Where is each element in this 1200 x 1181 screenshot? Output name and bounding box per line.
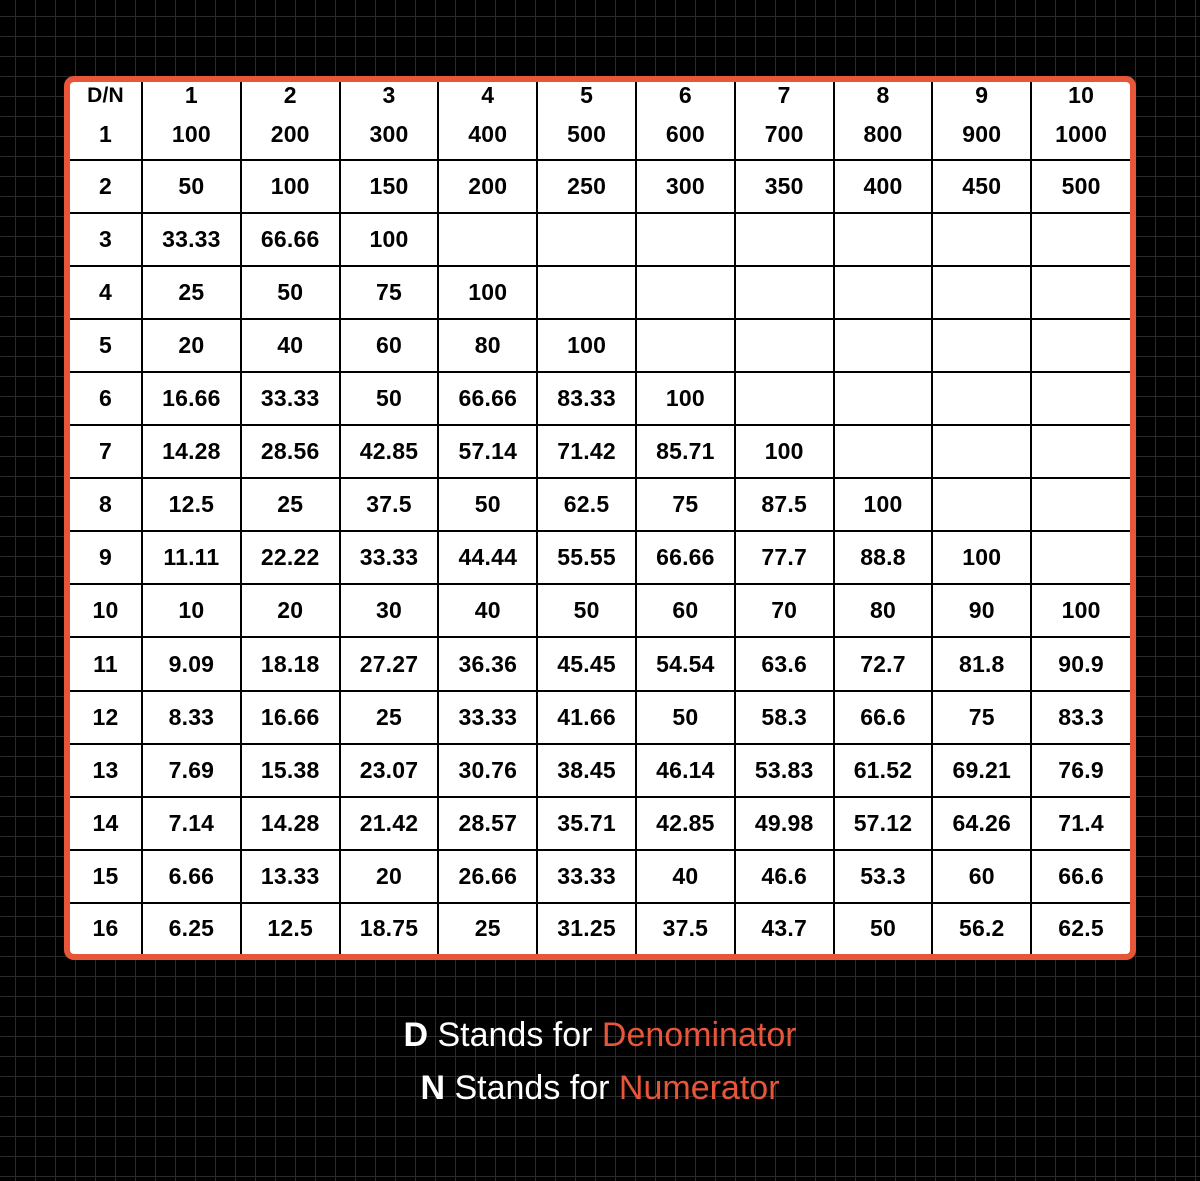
- table-cell: 10: [142, 584, 241, 637]
- table-row: [70, 109, 1130, 160]
- table-cell: 30.76: [438, 744, 537, 797]
- table-row: [70, 744, 1130, 797]
- table-cell: 56.2: [932, 903, 1031, 954]
- table-cell: 300: [340, 109, 439, 160]
- table-cell: 27.27: [340, 637, 439, 690]
- table-cell: 16.66: [241, 691, 340, 744]
- table-cell: [932, 372, 1031, 425]
- table-cell: 37.5: [636, 903, 735, 954]
- table-cell: 64.26: [932, 797, 1031, 850]
- table-cell: 100: [241, 160, 340, 213]
- table-cell: 500: [1031, 160, 1130, 213]
- table-cell: [735, 319, 834, 372]
- legend-numerator: [0, 1069, 1200, 1108]
- table-cell: 12.5: [142, 478, 241, 531]
- table-cell: 33.33: [142, 213, 241, 266]
- column-header: 7: [735, 82, 834, 109]
- table-cell: 11.11: [142, 531, 241, 584]
- table-cell: 61.52: [834, 744, 933, 797]
- table-cell: 25: [142, 266, 241, 319]
- table-cell: [1031, 478, 1130, 531]
- table-cell: 53.83: [735, 744, 834, 797]
- row-header: 5: [70, 319, 142, 372]
- column-header: 1: [142, 82, 241, 109]
- legend-text-d: Stands for: [428, 1016, 602, 1054]
- table-cell: 71.42: [537, 425, 636, 478]
- column-header: 4: [438, 82, 537, 109]
- table-cell: [834, 266, 933, 319]
- table-cell: 23.07: [340, 744, 439, 797]
- table-body: [70, 109, 1130, 954]
- header-row: [70, 82, 1130, 109]
- table-cell: 85.71: [636, 425, 735, 478]
- row-header: 1: [70, 109, 142, 160]
- table-cell: 40: [241, 319, 340, 372]
- table-cell: 100: [932, 531, 1031, 584]
- table-cell: [932, 425, 1031, 478]
- table-cell: 66.6: [1031, 850, 1130, 903]
- legend-text-n: Stands for: [445, 1069, 619, 1107]
- table-cell: 25: [438, 903, 537, 954]
- table-cell: 900: [932, 109, 1031, 160]
- table-cell: 90.9: [1031, 637, 1130, 690]
- table-cell: 100: [1031, 584, 1130, 637]
- table-row: [70, 425, 1130, 478]
- row-header: 16: [70, 903, 142, 954]
- table-cell: 69.21: [932, 744, 1031, 797]
- table-cell: 600: [636, 109, 735, 160]
- table-cell: 70: [735, 584, 834, 637]
- table-cell: 700: [735, 109, 834, 160]
- table-cell: 13.33: [241, 850, 340, 903]
- table-row: [70, 531, 1130, 584]
- table-cell: 43.7: [735, 903, 834, 954]
- table-cell: 50: [438, 478, 537, 531]
- table-cell: 33.33: [241, 372, 340, 425]
- column-header: 2: [241, 82, 340, 109]
- table-cell: 400: [438, 109, 537, 160]
- legend-term-denominator: Denominator: [601, 1016, 797, 1054]
- table-cell: 77.7: [735, 531, 834, 584]
- table-cell: 80: [834, 584, 933, 637]
- table-cell: 100: [636, 372, 735, 425]
- table-cell: 50: [340, 372, 439, 425]
- table-cell: 450: [932, 160, 1031, 213]
- table-container: [70, 82, 1130, 954]
- table-cell: 33.33: [537, 850, 636, 903]
- row-header: 6: [70, 372, 142, 425]
- table-cell: 38.45: [537, 744, 636, 797]
- table-cell: [537, 213, 636, 266]
- table-cell: 42.85: [340, 425, 439, 478]
- table-cell: 41.66: [537, 691, 636, 744]
- table-cell: 75: [932, 691, 1031, 744]
- table-cell: 81.8: [932, 637, 1031, 690]
- table-cell: 16.66: [142, 372, 241, 425]
- table-cell: 66.66: [241, 213, 340, 266]
- table-row: [70, 850, 1130, 903]
- column-header: 6: [636, 82, 735, 109]
- table-cell: [636, 319, 735, 372]
- table-cell: 25: [340, 691, 439, 744]
- table-cell: 9.09: [142, 637, 241, 690]
- table-cell: 28.57: [438, 797, 537, 850]
- table-cell: 35.71: [537, 797, 636, 850]
- table-cell: [834, 372, 933, 425]
- column-header: 8: [834, 82, 933, 109]
- table-cell: 300: [636, 160, 735, 213]
- table-cell: [1031, 372, 1130, 425]
- table-cell: 72.7: [834, 637, 933, 690]
- table-cell: 350: [735, 160, 834, 213]
- table-cell: 60: [340, 319, 439, 372]
- table-cell: 63.6: [735, 637, 834, 690]
- table-cell: [834, 425, 933, 478]
- table-cell: 22.22: [241, 531, 340, 584]
- row-header: 15: [70, 850, 142, 903]
- table-cell: 150: [340, 160, 439, 213]
- table-cell: [1031, 319, 1130, 372]
- row-header: 4: [70, 266, 142, 319]
- row-header: 11: [70, 637, 142, 690]
- table-cell: 46.14: [636, 744, 735, 797]
- table-cell: 20: [340, 850, 439, 903]
- table-cell: 500: [537, 109, 636, 160]
- table-frame: [64, 76, 1136, 960]
- table-cell: 49.98: [735, 797, 834, 850]
- table-cell: 100: [142, 109, 241, 160]
- table-cell: 40: [438, 584, 537, 637]
- table-cell: 25: [241, 478, 340, 531]
- row-header: 8: [70, 478, 142, 531]
- table-cell: 14.28: [142, 425, 241, 478]
- table-cell: 36.36: [438, 637, 537, 690]
- table-cell: 75: [636, 478, 735, 531]
- table-cell: 20: [241, 584, 340, 637]
- table-row: [70, 478, 1130, 531]
- table-cell: [932, 478, 1031, 531]
- table-row: [70, 319, 1130, 372]
- table-cell: 33.33: [340, 531, 439, 584]
- table-cell: 100: [438, 266, 537, 319]
- table-cell: [834, 213, 933, 266]
- table-cell: [1031, 266, 1130, 319]
- table-cell: 71.4: [1031, 797, 1130, 850]
- table-cell: 54.54: [636, 637, 735, 690]
- row-header: 3: [70, 213, 142, 266]
- table-cell: 15.38: [241, 744, 340, 797]
- table-cell: [735, 266, 834, 319]
- table-cell: 44.44: [438, 531, 537, 584]
- table-row: [70, 372, 1130, 425]
- table-cell: [932, 319, 1031, 372]
- row-header: 7: [70, 425, 142, 478]
- table-cell: 200: [438, 160, 537, 213]
- table-cell: 31.25: [537, 903, 636, 954]
- table-cell: 60: [932, 850, 1031, 903]
- table-cell: 7.14: [142, 797, 241, 850]
- table-cell: 800: [834, 109, 933, 160]
- table-cell: [636, 266, 735, 319]
- table-cell: [932, 266, 1031, 319]
- row-header: 14: [70, 797, 142, 850]
- row-header: 2: [70, 160, 142, 213]
- table-cell: 50: [241, 266, 340, 319]
- table-cell: [537, 266, 636, 319]
- table-row: [70, 691, 1130, 744]
- table-cell: [834, 319, 933, 372]
- table-cell: 50: [636, 691, 735, 744]
- percentage-table: [70, 82, 1130, 954]
- table-row: [70, 160, 1130, 213]
- table-cell: 62.5: [1031, 903, 1130, 954]
- table-cell: 57.14: [438, 425, 537, 478]
- table-cell: 83.3: [1031, 691, 1130, 744]
- table-cell: 76.9: [1031, 744, 1130, 797]
- table-cell: [636, 213, 735, 266]
- table-cell: 53.3: [834, 850, 933, 903]
- table-cell: 37.5: [340, 478, 439, 531]
- table-cell: 28.56: [241, 425, 340, 478]
- table-cell: 58.3: [735, 691, 834, 744]
- table-cell: [1031, 425, 1130, 478]
- row-header: 10: [70, 584, 142, 637]
- table-cell: 87.5: [735, 478, 834, 531]
- table-cell: 8.33: [142, 691, 241, 744]
- legend-term-numerator: Numerator: [618, 1069, 780, 1107]
- table-row: [70, 637, 1130, 690]
- table-row: [70, 266, 1130, 319]
- corner-label: D/N: [70, 82, 142, 109]
- table-cell: 75: [340, 266, 439, 319]
- row-header: 12: [70, 691, 142, 744]
- table-cell: 7.69: [142, 744, 241, 797]
- table-cell: 6.66: [142, 850, 241, 903]
- table-cell: [932, 213, 1031, 266]
- table-cell: 18.18: [241, 637, 340, 690]
- table-cell: 100: [340, 213, 439, 266]
- table-cell: 40: [636, 850, 735, 903]
- table-cell: 50: [142, 160, 241, 213]
- table-cell: 200: [241, 109, 340, 160]
- table-cell: 60: [636, 584, 735, 637]
- table-cell: 1000: [1031, 109, 1130, 160]
- table-cell: 57.12: [834, 797, 933, 850]
- table-cell: 400: [834, 160, 933, 213]
- table-cell: 83.33: [537, 372, 636, 425]
- table-cell: 66.66: [438, 372, 537, 425]
- table-cell: 12.5: [241, 903, 340, 954]
- table-cell: [735, 372, 834, 425]
- table-cell: 80: [438, 319, 537, 372]
- table-cell: 42.85: [636, 797, 735, 850]
- table-cell: 45.45: [537, 637, 636, 690]
- table-cell: 50: [537, 584, 636, 637]
- row-header: 13: [70, 744, 142, 797]
- table-cell: 62.5: [537, 478, 636, 531]
- legend-letter-n: N: [420, 1069, 446, 1107]
- column-header: 10: [1031, 82, 1130, 109]
- table-row: [70, 213, 1130, 266]
- table-cell: 66.6: [834, 691, 933, 744]
- legend-letter-d: D: [403, 1016, 429, 1054]
- table-cell: 90: [932, 584, 1031, 637]
- table-row: [70, 903, 1130, 954]
- table-cell: 21.42: [340, 797, 439, 850]
- table-cell: [1031, 531, 1130, 584]
- table-cell: 50: [834, 903, 933, 954]
- table-cell: 26.66: [438, 850, 537, 903]
- row-header: 9: [70, 531, 142, 584]
- table-cell: [735, 213, 834, 266]
- table-cell: 14.28: [241, 797, 340, 850]
- table-cell: [1031, 213, 1130, 266]
- table-cell: 18.75: [340, 903, 439, 954]
- table-cell: 55.55: [537, 531, 636, 584]
- table-cell: 20: [142, 319, 241, 372]
- table-cell: 46.6: [735, 850, 834, 903]
- table-cell: 30: [340, 584, 439, 637]
- table-row: [70, 584, 1130, 637]
- table-cell: 88.8: [834, 531, 933, 584]
- table-cell: 250: [537, 160, 636, 213]
- legend-denominator: [0, 1016, 1200, 1055]
- table-cell: 33.33: [438, 691, 537, 744]
- column-header: 9: [932, 82, 1031, 109]
- table-cell: 100: [834, 478, 933, 531]
- table-cell: 100: [537, 319, 636, 372]
- table-cell: 100: [735, 425, 834, 478]
- column-header: 5: [537, 82, 636, 109]
- column-header: 3: [340, 82, 439, 109]
- table-cell: 6.25: [142, 903, 241, 954]
- table-cell: [438, 213, 537, 266]
- table-cell: 66.66: [636, 531, 735, 584]
- table-row: [70, 797, 1130, 850]
